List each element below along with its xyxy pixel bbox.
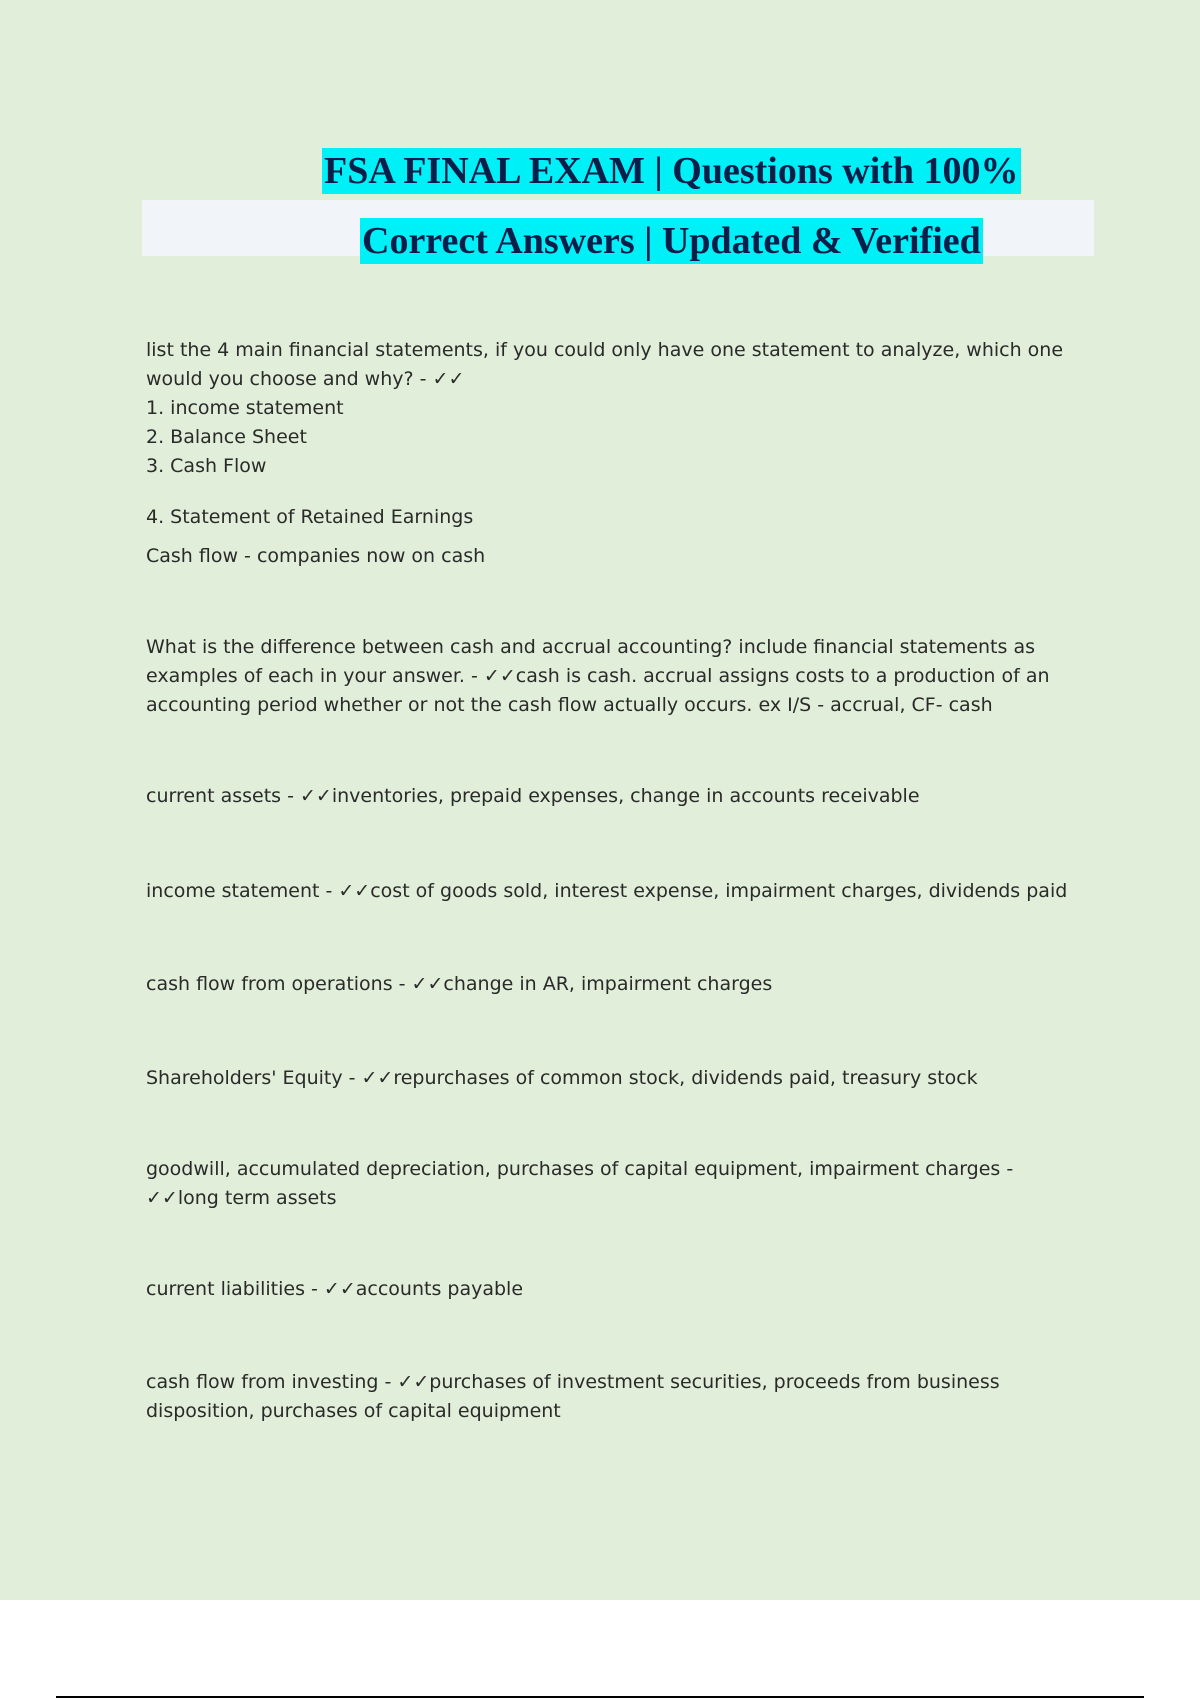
qa-block-1 — [146, 336, 1086, 571]
list-item: 3. Cash Flow — [146, 455, 267, 477]
question-1-text: list the 4 main financial statements, if you could only have one statement to analyze, which one would you choose and why? - ✓✓ — [146, 339, 1064, 390]
qa-block-4: income statement - ✓✓cost of goods sold, interest expense, impairment charges, dividends paid — [146, 880, 1068, 902]
document-body — [146, 336, 1086, 1426]
qa-block-3: current assets - ✓✓inventories, prepaid expenses, change in accounts receivable — [146, 785, 920, 807]
qa-block-9: cash flow from investing - ✓✓purchases of investment securities, proceeds from business disposition, purchases of capital equipment — [146, 1371, 1000, 1422]
list-item: 2. Balance Sheet — [146, 426, 307, 448]
qa-block-2: What is the difference between cash and accrual accounting? include financial statements as examples of each in your answer. - ✓✓cash is cash. accrual assigns costs to a production of an accounting period whether or not the cash flow actually occurs. ex I/S - accrual, CF- cash — [146, 636, 1050, 716]
qa-block-6: Shareholders' Equity - ✓✓repurchases of common stock, dividends paid, treasury stock — [146, 1067, 978, 1089]
list-item: 1. income statement — [146, 397, 344, 419]
qa-block-5: cash flow from operations - ✓✓change in AR, impairment charges — [146, 973, 773, 995]
qa-block-7: goodwill, accumulated depreciation, purchases of capital equipment, impairment charges - ✓✓long term assets — [146, 1158, 1014, 1209]
footer-rule — [56, 1696, 1144, 1698]
document-title-line-2: Correct Answers | Updated & Verified — [362, 220, 981, 262]
document-title-line-1: FSA FINAL EXAM | Questions with 100% — [324, 150, 1019, 192]
qa-block-8: current liabilities - ✓✓accounts payable — [146, 1278, 524, 1300]
question-1-answer: Cash flow - companies now on cash — [146, 545, 486, 567]
list-item: 4. Statement of Retained Earnings — [146, 506, 474, 528]
